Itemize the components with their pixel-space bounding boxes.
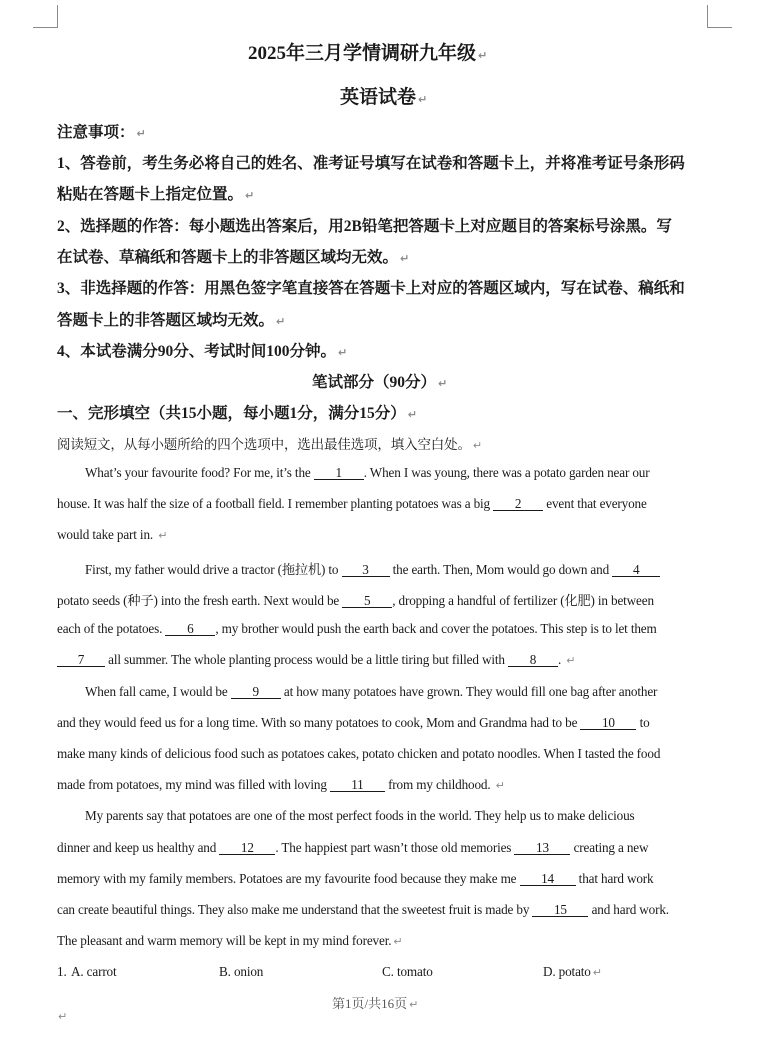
blank-10: 10 (580, 716, 636, 730)
blank-7: 7 (57, 653, 105, 667)
blank-3: 3 (342, 563, 390, 577)
paragraph-mark: ↵ (58, 1010, 68, 1023)
blank-1: 1 (314, 466, 364, 480)
passage-line: made from potatoes, my mind was filled with loving 11 from my childhood. ↵ (57, 777, 505, 792)
passage-line: and they would feed us for a long time. With so many potatoes to cook, Mom and Grandma had to be 10 to (57, 715, 650, 730)
instructions: 阅读短文，从每小题所给的四个选项中，选出最佳选项，填入空白处。 ↵ (57, 437, 482, 452)
blank-12: 12 (219, 841, 275, 855)
notice-line: 答题卡上的非答题区域均无效。 ↵ (57, 312, 286, 329)
blank-4: 4 (612, 563, 660, 577)
passage-line: The pleasant and warm memory will be kept in my mind forever. ↵ (57, 933, 403, 948)
crop-mark-top-right-v (707, 5, 708, 28)
notice-line: 1、答卷前，考生务必将自己的姓名、准考证号填写在试卷和答题卡上，并将准考证号条形码 (57, 155, 685, 172)
question-1-option-a: A. carrot (71, 964, 117, 979)
notice-line: 2、选择题的作答：每小题选出答案后，用2B铅笔把答题卡上对应题目的答案标号涂黑。写 (57, 218, 672, 235)
question-1-option-c: C. tomato (382, 964, 433, 979)
page-subtitle: 英语试卷 ↵ (340, 87, 428, 108)
passage-line: make many kinds of delicious food such as potatoes cakes, potato chicken and potato noodles. When I tasted the food (57, 746, 661, 761)
passage-line: dinner and keep us healthy and 12 . The happiest part wasn’t those old memories 13 creating a new (57, 840, 649, 855)
blank-11: 11 (330, 778, 385, 792)
blank-9: 9 (231, 685, 281, 699)
crop-mark-top-left-v (57, 5, 58, 28)
crop-mark-top-right-h (708, 27, 732, 28)
page-footer: 第1页/共16页 ↵ (332, 996, 419, 1011)
blank-15: 15 (532, 903, 588, 917)
blank-8: 8 (508, 653, 558, 667)
passage-line: can create beautiful things. They also make me understand that the sweetest fruit is made by 15 and hard work. (57, 902, 669, 917)
page-title: 2025年三月学情调研九年级 ↵ (248, 43, 488, 64)
passage-line: What’s your favourite food? For me, it’s the 1 . When I was young, there was a potato garden near our (85, 465, 650, 480)
passage-line: 7 all summer. The whole planting process would be a little tiring but filled with 8 . ↵ (57, 652, 575, 668)
notice-line: 粘贴在答题卡上指定位置。 ↵ (57, 186, 255, 203)
notice-line: 3、非选择题的作答：用黑色签字笔直接答在答题卡上对应的答题区域内，写在试卷、稿纸和 (57, 280, 685, 297)
section-title: 笔试部分（90分） ↵ (312, 374, 448, 391)
blank-6: 6 (165, 622, 215, 636)
blank-5: 5 (342, 594, 392, 608)
question-1-option-d: D. potato ↵ (543, 964, 602, 979)
notice-line: 4、本试卷满分90分、考试时间100分钟。 ↵ (57, 343, 348, 360)
passage-line: My parents say that potatoes are one of the most perfect foods in the world. They help us to make delicious (85, 808, 635, 823)
blank-13: 13 (514, 841, 570, 855)
question-1-option-b: B. onion (219, 964, 264, 979)
passage-line: house. It was half the size of a football field. I remember planting potatoes was a big 2 event that everyone (57, 496, 647, 511)
notice-line: 在试卷、草稿纸和答题卡上的非答题区域均无效。 ↵ (57, 249, 410, 266)
passage-line: potato seeds (种子) into the fresh earth. Next would be 5 , dropping a handful of fertilizer (化肥) in between (57, 593, 654, 608)
crop-mark-top-left-h (33, 27, 57, 28)
passage-line: When fall came, I would be 9 at how many potatoes have grown. They would fill one bag after another (85, 684, 658, 699)
notice-heading: 注意事项： ↵ (57, 124, 146, 141)
blank-14: 14 (520, 872, 576, 886)
passage-line: First, my father would drive a tractor (拖拉机) to 3 the earth. Then, Mom would go down and 4 (85, 559, 660, 578)
question-1-number: 1. (57, 964, 67, 979)
passage-line: each of the potatoes. 6 , my brother would push the earth back and cover the potatoes. This step is to let them (57, 621, 657, 636)
passage-line: would take part in. ↵ (57, 527, 168, 542)
passage-line: memory with my family members. Potatoes are my favourite food because they make me 14 that hard work (57, 871, 654, 886)
part1-title: 一、完形填空（共15小题，每小题1分，满分15分） ↵ (57, 405, 417, 422)
blank-2: 2 (493, 497, 543, 511)
